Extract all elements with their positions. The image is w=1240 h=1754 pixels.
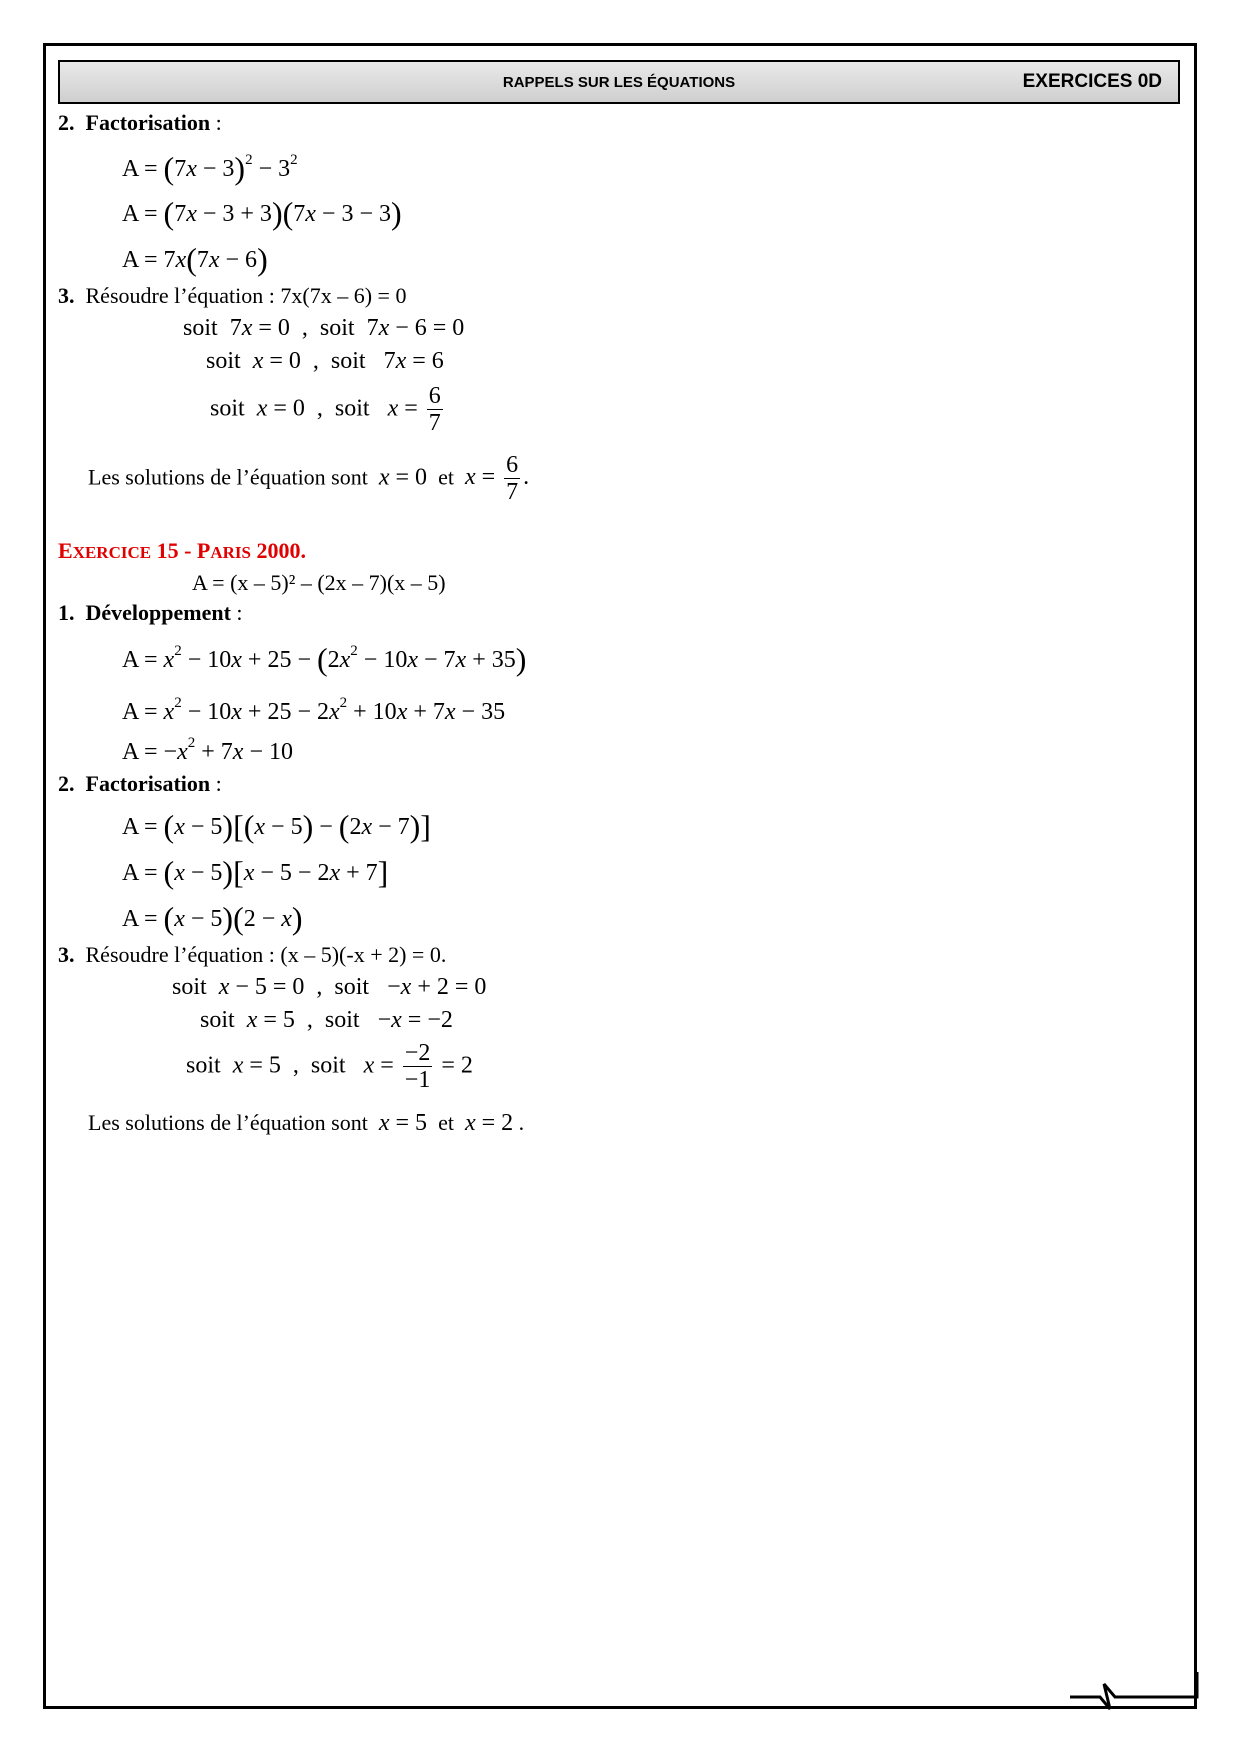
math-line: soit x = 0 , soit 7x = 6 (206, 348, 444, 374)
math-line: A = (7x − 3 + 3)(7x − 3 − 3) (122, 195, 402, 231)
header-title: RAPPELS SUR LES ÉQUATIONS (502, 74, 736, 91)
math-line: $A = x^2 - 10x + 25 - (2x^2 - 10x - 7x + 35)$ (122, 641, 527, 677)
math-line: A = 7x(7x − 6) (122, 241, 268, 277)
section-label: Factorisation (85, 110, 211, 135)
section-developpement: 1. Développement : (58, 600, 243, 625)
section-factorisation-b: 2. Factorisation : (58, 771, 222, 796)
header-right-label: EXERCICES 0D (1022, 71, 1162, 92)
conclusion-a: Les solutions de l’équation sont x = 0 et x = $\frac{6}{7}$ . (88, 452, 530, 506)
section-solve-b: 3. Résoudre l’équation : (x – 5)(-x + 2) = 0. (58, 942, 447, 967)
math-line: soit x = 5 , soit x = $\frac{-2}{-1}$ = 2 (186, 1040, 473, 1094)
math-line: A = (x − 5)(2 − x) (122, 900, 303, 936)
section-solve-a: 3. Résoudre l’équation : 7x(7x – 6) = 0 (58, 283, 407, 308)
page-header (58, 60, 1180, 104)
section-factorisation-a: 2. Factorisation : (58, 110, 222, 135)
math-line: soit x − 5 = 0 , soit −x + 2 = 0 (172, 974, 487, 1000)
section-label: Factorisation (85, 771, 211, 796)
math-line: A = (x − 5)[x − 5 − 2x + 7] (122, 854, 389, 890)
math-line: $A = -x^2 + 7x - 10$ (122, 735, 293, 765)
section-label: Développement (85, 600, 231, 625)
math-line: $A = (7x - 3)^2 - 3^2$ (122, 150, 298, 186)
math-line: soit x = 0 , soit x = $\frac{6}{7}$ (210, 383, 441, 437)
equation-statement: Résoudre l’équation : 7x(7x – 6) = 0 (85, 283, 407, 308)
exercise-15-title: EXERCICE 15 - PARIS 2000. (58, 538, 306, 563)
math-line: soit x = 5 , soit −x = −2 (200, 1007, 453, 1033)
math-line: soit 7x = 0 , soit 7x − 6 = 0 (183, 315, 465, 341)
corner-mark (1070, 1672, 1200, 1712)
math-line: $A = x^2 - 10x + 25 - 2x^2 + 10x + 7x - 35$ (122, 695, 506, 725)
exercise-15-expression: A = (x – 5)² – (2x – 7)(x – 5) (192, 570, 446, 595)
equation-statement: Résoudre l’équation : (x – 5)(-x + 2) = 0. (85, 942, 447, 967)
math-line: A = (x − 5)[(x − 5) − (2x − 7)] (122, 808, 431, 844)
conclusion-b: Les solutions de l’équation sont x = 5 et x = 2 . (88, 1110, 525, 1136)
